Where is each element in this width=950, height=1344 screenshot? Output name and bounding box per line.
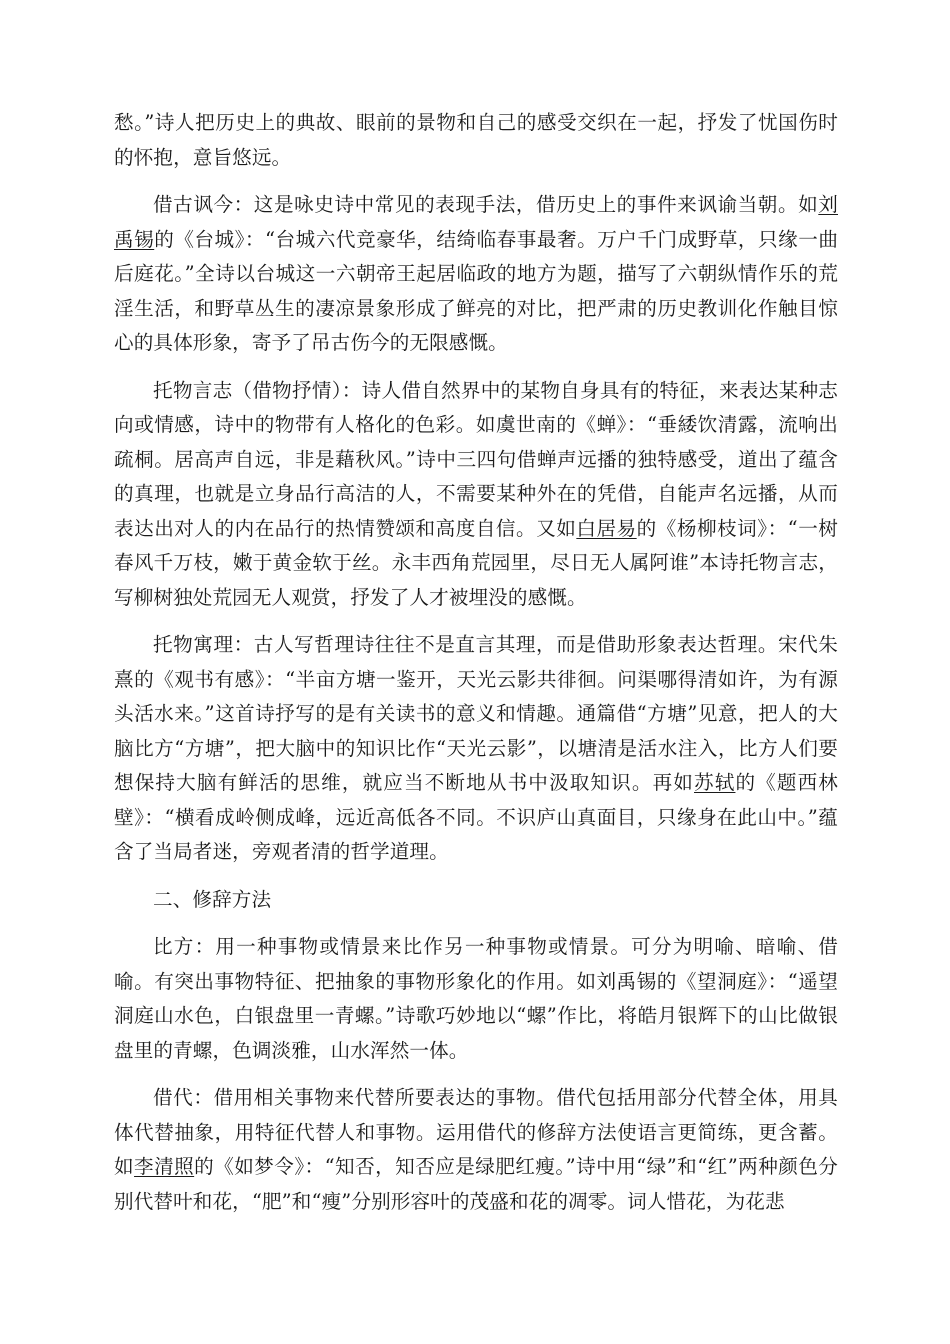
section-heading xyxy=(114,883,838,918)
author-link[interactable]: 白居易 xyxy=(576,516,637,540)
body-paragraph xyxy=(114,188,838,361)
body-paragraph xyxy=(114,374,838,616)
author-link[interactable]: 苏轼 xyxy=(694,771,736,794)
author-link[interactable]: 刘禹锡 xyxy=(114,193,838,251)
body-paragraph xyxy=(114,106,838,175)
paragraph-text: 借古讽今：这是咏史诗中常见的表现手法，借历史上的事件来讽谕当朝。如 xyxy=(153,193,819,216)
body-paragraph xyxy=(114,628,838,870)
paragraph-text: 二、修辞方法 xyxy=(153,887,272,911)
body-paragraph xyxy=(114,930,838,1068)
paragraph-text: 的《台城》：“台城六代竞豪华，结绮临春事最奢。万户千门成野草，只缘一曲后庭花。”全诗以台城这一六朝帝王起居临政的地方为题，描写了六朝纵情作乐的荒淫生活，和野草丛生的凄凉景象形成了鲜亮的对比，把严肃的历史教训化作触目惊心的具体形象，寄予了吊古伤今的无限感慨。 xyxy=(114,227,839,354)
body-paragraph xyxy=(114,1081,838,1219)
paragraph-text: 的《题西林壁》：“横看成岭侧成峰，远近高低各不同。不识庐山真面目，只缘身在此山中。”蕴含了当局者迷，旁观者清的哲学道理。 xyxy=(114,771,839,863)
author-link[interactable]: 李清照 xyxy=(134,1155,195,1178)
paragraph-text: 托物言志（借物抒情）：诗人借自然界中的某物自身具有的特征，来表达某种志向或情感，诗中的物带有人格化的色彩。如虞世南的《蝉》：“垂緌饮清露，流响出疏桐。居高声自远，非是藉秋风。”诗中三四句借蝉声远播的独特感受，道出了蕴含的真理，也就是立身品行高洁的人，不需要某种外在的凭借，自能声名远播，从而表达出对人的内在品行的热情赞颂和高度自信。又如 xyxy=(114,378,838,540)
paragraph-text: 托物寓理：古人写哲理诗往往不是直言其理，而是借助形象表达哲理。宋代朱熹的《观书有感》：“半亩方塘一鉴开，天光云影共徘徊。问渠哪得清如许，为有源头活水来。”这首诗抒写的是有关读书的意义和情趣。通篇借“方塘”见意，把人的大脑比方“方塘”，把大脑中的知识比作“天光云影”，以塘清是活水注入，比方人们要想保持大脑有鲜活的思维，就应当不断地从书中汲取知识。再如 xyxy=(114,633,838,794)
paragraph-text: 的《杨柳枝词》：“一树春风千万枝，嫩于黄金软于丝。永丰西角荒园里，尽日无人属阿谁”本诗托物言志，写柳树独处荒园无人观赏，抒发了人才被埋没的感慨。 xyxy=(114,516,838,609)
document-page xyxy=(114,106,838,1232)
paragraph-text: 愁。”诗人把历史上的典故、眼前的景物和自己的感受交织在一起，抒发了忧国伤时的怀抱，意旨悠远。 xyxy=(114,111,838,169)
paragraph-text: 的《如梦令》：“知否，知否应是绿肥红瘦。”诗中用“绿”和“红”两种颜色分别代替叶和花，“肥”和“瘦”分别形容叶的茂盛和花的凋零。词人惜花，为花悲 xyxy=(114,1155,838,1213)
paragraph-text: 借代：借用相关事物来代替所要表达的事物。借代包括用部分代替全体，用具体代替抽象，用特征代替人和事物。运用借代的修辞方法使语言更简练，更含蓄。如 xyxy=(114,1086,838,1178)
paragraph-text: 比方：用一种事物或情景来比作另一种事物或情景。可分为明喻、暗喻、借喻。有突出事物特征、把抽象的事物形象化的作用。如刘禹锡的《望洞庭》：“遥望洞庭山水色，白银盘里一青螺。”诗歌巧妙地以“螺”作比，将皓月银辉下的山比做银盘里的青螺，色调淡雅，山水浑然一体。 xyxy=(114,935,838,1062)
